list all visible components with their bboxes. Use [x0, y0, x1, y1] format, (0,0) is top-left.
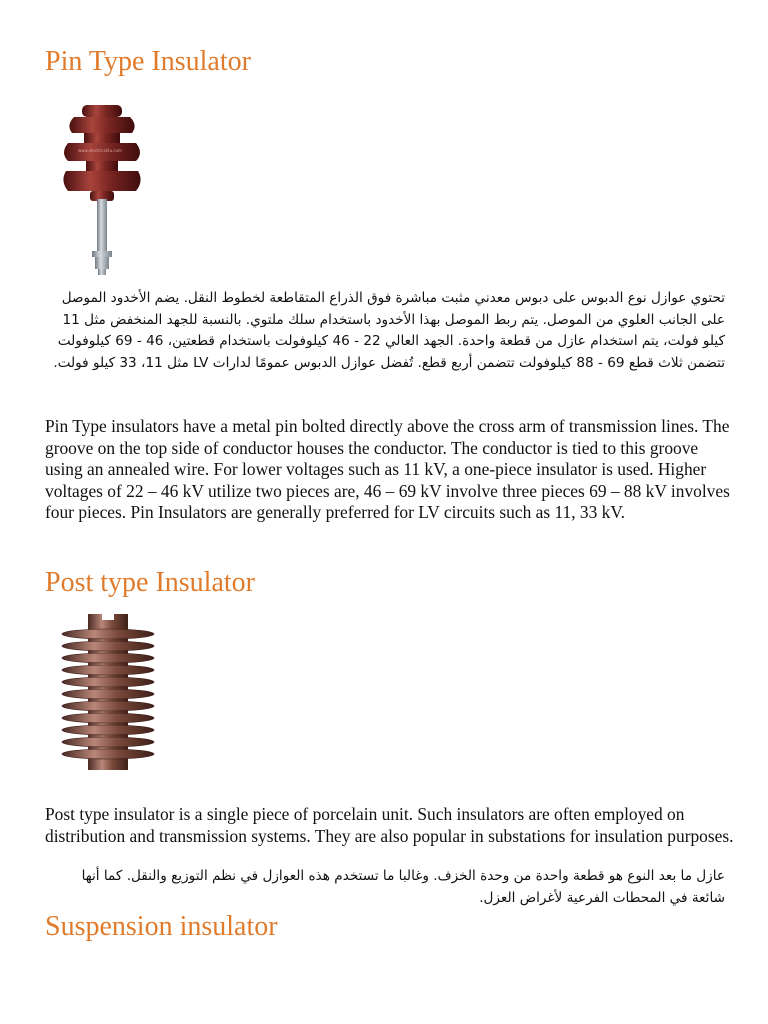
pin-insulator-heading: Pin Type Insulator: [45, 46, 251, 77]
post-insulator-image: [58, 612, 158, 772]
post-english-paragraph: Post type insulator is a single piece of porcelain unit. Such insulators are often employed on distribution and transmission systems. They are also popular in substations for insulation purposes.: [45, 804, 734, 846]
suspension-insulator-heading: Suspension insulator: [45, 911, 278, 942]
pin-insulator-image: [60, 103, 144, 278]
pin-insulator-drawing: [60, 103, 144, 278]
post-insulator-drawing: [58, 612, 158, 772]
pin-arabic-paragraph: تحتوي عوازل نوع الدبوس على دبوس معدني مثبت مباشرة فوق الذراع المتقاطعة لخطوط النقل. يضم الأخدود الموصل على الجانب العلوي من الموصل. يتم ربط الموصل بهذا الأخدود باستخدام سلك ملتوي. بالنسبة للجهد المنخفض مثل 11 كيلو فولت، يتم استخدام عازل من قطعة واحدة. الجهد العالي 22 - 46 كيلوفولت باستخدام قطعتين، 46 - 69 كيلوفولت تتضمن ثلاث قطع 69 - 88 كيلوفولت تتضمن أربع قطع. تُفضل عوازل الدبوس عمومًا لدارات LV مثل 11، 33 كيلو فولت.: [53, 290, 725, 371]
pin-image-watermark: www.electrical4u.com: [78, 148, 122, 153]
pin-english-paragraph: Pin Type insulators have a metal pin bolted directly above the cross arm of transmission lines. The groove on the top side of conductor houses the conductor. The conductor is tied to this groove using an annealed wire. For lower voltages such as 11 kV, a one-piece insulator is used. Higher voltages of 22 – 46 kV utilize two pieces are, 46 – 69 kV involve three pieces 69 – 88 kV involves four pieces. Pin Insulators are generally preferred for LV circuits such as 11, 33 kV.: [45, 416, 730, 522]
post-arabic-paragraph: عازل ما بعد النوع هو قطعة واحدة من وحدة الخزف. وغالبا ما تستخدم هذه العوازل في نظم التوزيع والنقل. كما أنها شائعة في المحطات الفرعية لأغراض العزل.: [81, 868, 725, 906]
post-insulator-heading: Post type Insulator: [45, 567, 255, 598]
